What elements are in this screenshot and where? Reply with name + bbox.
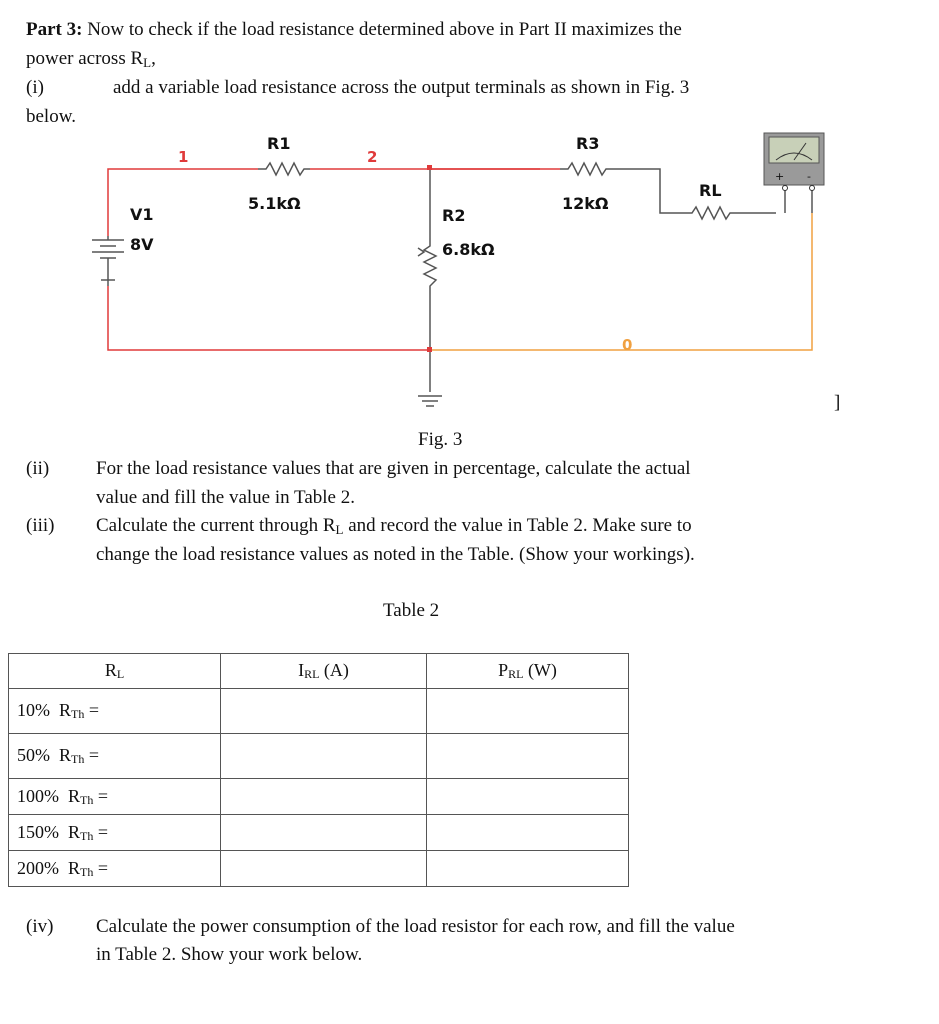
rl-symbol [682, 207, 738, 219]
step-iii-line2: change the load resistance values as noted in the Table. (Show your workings). [96, 544, 695, 565]
step-ii-line1: For the load resistance values that are given in percentage, calculate the actual [96, 458, 691, 479]
line2-prefix: power across R [26, 48, 144, 69]
wire-r3-rl [625, 169, 682, 213]
header-rl-sub: L [116, 667, 125, 681]
row-label [9, 815, 221, 851]
row-pct: 150% [17, 821, 59, 842]
row-eq: = [93, 821, 109, 842]
row-sub: Th [71, 707, 85, 721]
wire-bottom-right [430, 213, 812, 350]
irl-cell[interactable] [221, 779, 427, 815]
table-row [9, 734, 629, 779]
part-label: Part 3: [26, 19, 83, 40]
junction-top [427, 165, 432, 170]
row-eq: = [93, 857, 109, 878]
header-irl-tail: (A) [319, 660, 349, 680]
step-iv-line2: in Table 2. Show your work below. [96, 944, 363, 965]
results-table [8, 653, 629, 887]
v1-value: 8V [130, 235, 154, 254]
r3-symbol [560, 163, 625, 175]
table-row [9, 689, 629, 734]
svg-text:-: - [807, 170, 811, 183]
r3-name: R3 [576, 134, 600, 153]
step-i-text: add a variable load resistance across the output terminals as shown in Fig. 3 [113, 77, 690, 98]
row-label [9, 779, 221, 815]
wire-top-left [108, 169, 258, 236]
irl-cell[interactable] [221, 815, 427, 851]
prl-cell[interactable] [427, 734, 629, 779]
row-label [9, 851, 221, 887]
wire-bottom-left [108, 286, 430, 350]
r2-name: R2 [442, 206, 466, 225]
node-1-label: 1 [178, 148, 189, 166]
node-0-label: 0 [622, 336, 633, 354]
header-rl [9, 654, 221, 689]
r1-symbol [258, 163, 310, 175]
step-iii-num: (iii) [26, 515, 55, 536]
step-iii-line1 [96, 515, 692, 541]
prl-cell[interactable] [427, 779, 629, 815]
node-2-label: 2 [367, 148, 378, 166]
header-irl-sub: RL [304, 667, 320, 681]
row-sub: Th [80, 828, 94, 843]
row-pct: 10% [17, 700, 50, 720]
header-prl-main: P [498, 660, 509, 680]
step-i-cont: below. [26, 106, 76, 127]
header-irl-main: I [298, 660, 305, 680]
table-row [9, 851, 629, 887]
row-label [9, 734, 221, 779]
line2-suffix: , [151, 48, 156, 69]
r2-symbol [424, 238, 436, 294]
stray-bracket: ] [834, 392, 841, 413]
irl-cell[interactable] [221, 851, 427, 887]
prl-cell[interactable] [427, 851, 629, 887]
line2-sub: L [143, 55, 152, 70]
table-header-row [9, 654, 629, 689]
r1-value: 5.1kΩ [248, 194, 301, 213]
svg-text:+: + [775, 170, 785, 183]
step-ii-line2: value and fill the value in Table 2. [96, 487, 355, 508]
v1-name: V1 [130, 205, 154, 224]
row-pct: 50% [17, 745, 50, 765]
r1-name: R1 [267, 134, 291, 153]
step-iv-num: (iv) [26, 916, 54, 937]
row-label [9, 689, 221, 734]
row-eq: = [84, 745, 100, 765]
r2-arrow [418, 248, 424, 256]
header-prl-sub: RL [508, 667, 524, 681]
header-prl [427, 654, 629, 689]
irl-cell[interactable] [221, 734, 427, 779]
step-iii-line1-b: and record the value in Table 2. Make sure to [343, 515, 692, 536]
row-sub: Th [80, 792, 94, 807]
row-r: R [59, 745, 72, 765]
row-eq: = [93, 785, 109, 806]
irl-cell[interactable] [221, 689, 427, 734]
r3-value: 12kΩ [562, 194, 609, 213]
row-r: R [68, 785, 81, 806]
prl-cell[interactable] [427, 815, 629, 851]
row-eq: = [84, 700, 100, 720]
step-iii-line1-a: Calculate the current through R [96, 515, 336, 536]
step-iv-line1: Calculate the power consumption of the load resistor for each row, and fill the value [96, 916, 735, 937]
table-row [9, 815, 629, 851]
row-sub: Th [80, 864, 94, 879]
fig-caption: Fig. 3 [418, 429, 463, 450]
header-rl-main: R [104, 660, 117, 680]
row-r: R [68, 857, 81, 878]
row-sub: Th [71, 752, 85, 766]
meter-icon [764, 133, 824, 191]
row-r: R [68, 821, 81, 842]
table-title: Table 2 [383, 600, 440, 621]
step-i-num: (i) [26, 77, 44, 98]
step-ii-num: (ii) [26, 458, 50, 479]
prl-cell[interactable] [427, 689, 629, 734]
junction-bottom [427, 347, 432, 352]
step-iii-line1-sub: L [335, 522, 344, 537]
row-r: R [59, 700, 72, 720]
row-pct: 200% [17, 857, 59, 878]
table-row [9, 779, 629, 815]
part3-line1-text: Now to check if the load resistance determined above in Part II maximizes the [82, 19, 682, 40]
header-prl-tail: (W) [523, 660, 557, 680]
rl-name: RL [699, 181, 722, 200]
row-pct: 100% [17, 785, 59, 806]
r2-value: 6.8kΩ [442, 240, 495, 259]
header-irl [221, 654, 427, 689]
